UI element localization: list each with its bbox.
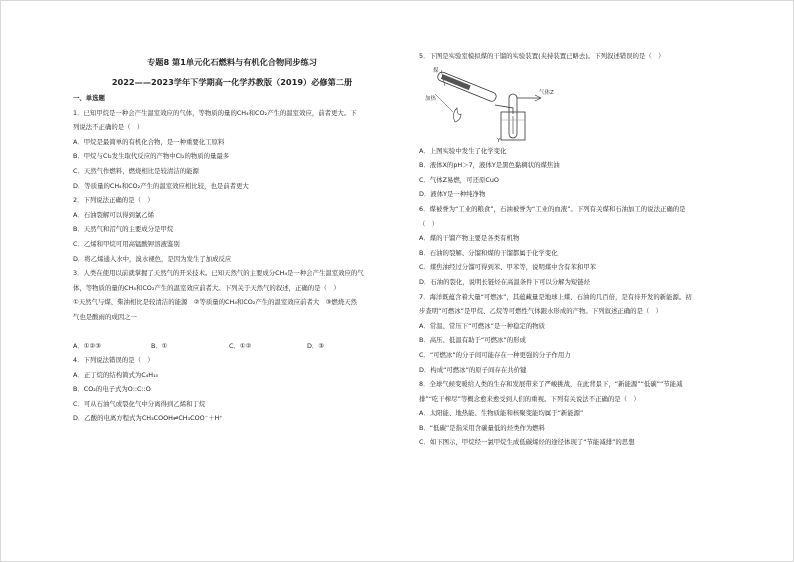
text-line: 排”“吃干榨尽”等概念愈来愈受到人们的重视。下列有关说法不正确的是（ ）: [419, 394, 640, 403]
text-line: A．常温、常压下“可燃冰”是一种稳定的物质: [419, 321, 546, 330]
text-line: C．可从石油气或裂化气中分离得到乙烯和丁烷: [73, 399, 206, 408]
text-line: C．煤焦油经过分馏可得到苯、甲苯等，说明煤中含有苯和甲苯: [419, 263, 597, 272]
document-title: 专题8 第1单元化石燃料与有机化合物同步练习: [147, 57, 317, 67]
label-heat: 加热: [425, 95, 437, 102]
document-subtitle: 2022——2023学年下学期高一化学苏教版（2019）必修第二册: [111, 77, 353, 87]
text-line: 5．下图是实验室模拟煤的干馏的实验装置(夹持装置已略去)。下列叙述错误的是（ ）: [419, 52, 665, 60]
text-line: B．液体X的pH＞7，液体Y是黑色黏稠状的煤焦油: [419, 161, 560, 170]
text-line: C．天然气作燃料，燃烧相比是较清洁的能源: [73, 166, 199, 175]
text-line: D．乙酸的电离方程式为CH₃COOH⇌CH₃COO⁻＋H⁺: [73, 414, 223, 423]
text-line: （ ）: [419, 219, 439, 228]
coal-distillation-apparatus: [419, 64, 729, 144]
option-c: C．①②: [229, 341, 252, 350]
text-line: A．太阳能、地热能、生物质能和核聚变能均属于“新能源”: [419, 409, 584, 418]
text-line: 1．已知甲烷是一种会产生温室效应的气体，等物质的量的CH₄和CO₂产生的温室效应，前者更大。下: [73, 108, 357, 117]
text-line: ①天然气与煤、柴油相比是较清洁的能源 ②等质量的CH₄和CO₂产生的温室效应前者大 ③燃烧天然: [73, 298, 357, 307]
text-line: B．CO₂的电子式为O::C::O: [73, 385, 151, 394]
text-line: 6．煤被誉为“工业的粮食”，石油被誉为“工业的血液”。下列有关煤和石油加工的说法正确的是: [419, 204, 686, 213]
text-line: 3．人类在使用以前就掌握了天然气的开采技术。已知天然气的主要成分CH₄是一种会产生温室效应的气: [73, 269, 364, 278]
text-line: C．乙烯和甲烷可用高锰酸钾溶液鉴别: [73, 239, 180, 248]
text-line: 步查明“可燃冰”是甲烷、乙烷等可燃性气体跟水形成的产物。下列叙述正确的是（ ）: [419, 307, 663, 316]
label-gas-z: 气体Z: [539, 89, 554, 96]
text-line: 2．下列说法正确的是（ ）: [73, 196, 154, 205]
text-line: A．甲烷是最简单的有机化合物，是一种重要化工原料: [73, 137, 225, 146]
text-line: 气也是酸雨的成因之一: [73, 312, 137, 321]
right-column: [419, 49, 729, 450]
text-line: 4．下列说法错误的是（ ）: [73, 356, 154, 365]
section-heading: 一、单选题: [73, 94, 105, 102]
text-line: A．上图实验中发生了化学变化: [419, 146, 507, 155]
text-line: A．石油裂解可以得到氯乙烯: [73, 210, 155, 219]
label-liquid-y: Y: [497, 137, 501, 144]
text-line: B．高压、低温有助于“可燃冰”的形成: [419, 336, 526, 345]
text-line: A．煤的干馏产物主要是各类有机物: [419, 234, 520, 243]
text-line: 7．海洋既蕴含着大量“可燃冰”，其蕴藏量是地球上煤、石油的几百倍，是有待开发的新能源。初: [419, 292, 692, 301]
text-line: D．将乙烯通入水中，溴水褪色，是因为发生了加成反应: [73, 254, 232, 263]
text-line: A．正丁烷的结构简式为C₄H₁₀: [73, 370, 159, 379]
text-line: C．如下图示，甲烷经一氯甲烷生成低碳烯烃的途径体现了“节能减排”的思想: [419, 438, 635, 447]
text-line: 列说法不正确的是（ ）: [73, 123, 144, 132]
text-line: B．石油的裂解、分馏和煤的干馏都属于化学变化: [419, 248, 558, 257]
spacer: [73, 325, 391, 339]
text-line: C．气体Z易燃，可还原CuO: [419, 175, 499, 184]
text-line: C．“可燃冰”的分子间可能存在一种更强的分子作用力: [419, 350, 571, 359]
text-line: B．甲烷与Cl₂发生取代反应的产物中Cl₂的物质的量最多: [73, 152, 230, 161]
text-line: D．液体Y是一种纯净物: [419, 190, 486, 199]
option-a: A．①②③: [73, 341, 101, 350]
q3-options: [73, 339, 391, 354]
apparatus-diagram: [421, 64, 561, 144]
label-coal: 煤: [433, 67, 439, 74]
left-column: [73, 91, 391, 426]
text-line: B．天然气和沼气的主要成分是甲烷: [73, 225, 174, 234]
text-line: 体，等物质的量的CH₄和CO₂产生的温室效应前者大。下列关于天然气的叙述，正确的是（ ）: [73, 283, 340, 292]
text-line: D．构成“可燃冰”的原子间存在共价键: [419, 365, 527, 374]
text-line: D．石油的裂化，说明长链烃在高温条件下可以分解为短链烃: [419, 277, 591, 286]
text-line: D．等质量的CH₄和CO₂产生的温室效应相比较，也是前者更大: [73, 181, 249, 190]
text-line: 8．全球气候变暖给人类的生存和发展带来了严峻挑战，在此背景下，“新能源”“低碳”“节能减: [419, 380, 683, 389]
option-b: B．①: [151, 341, 168, 350]
option-d: D．③: [307, 341, 325, 350]
text-line: B．“低碳”是指采用含碳量低的烃类作为燃料: [419, 423, 546, 432]
